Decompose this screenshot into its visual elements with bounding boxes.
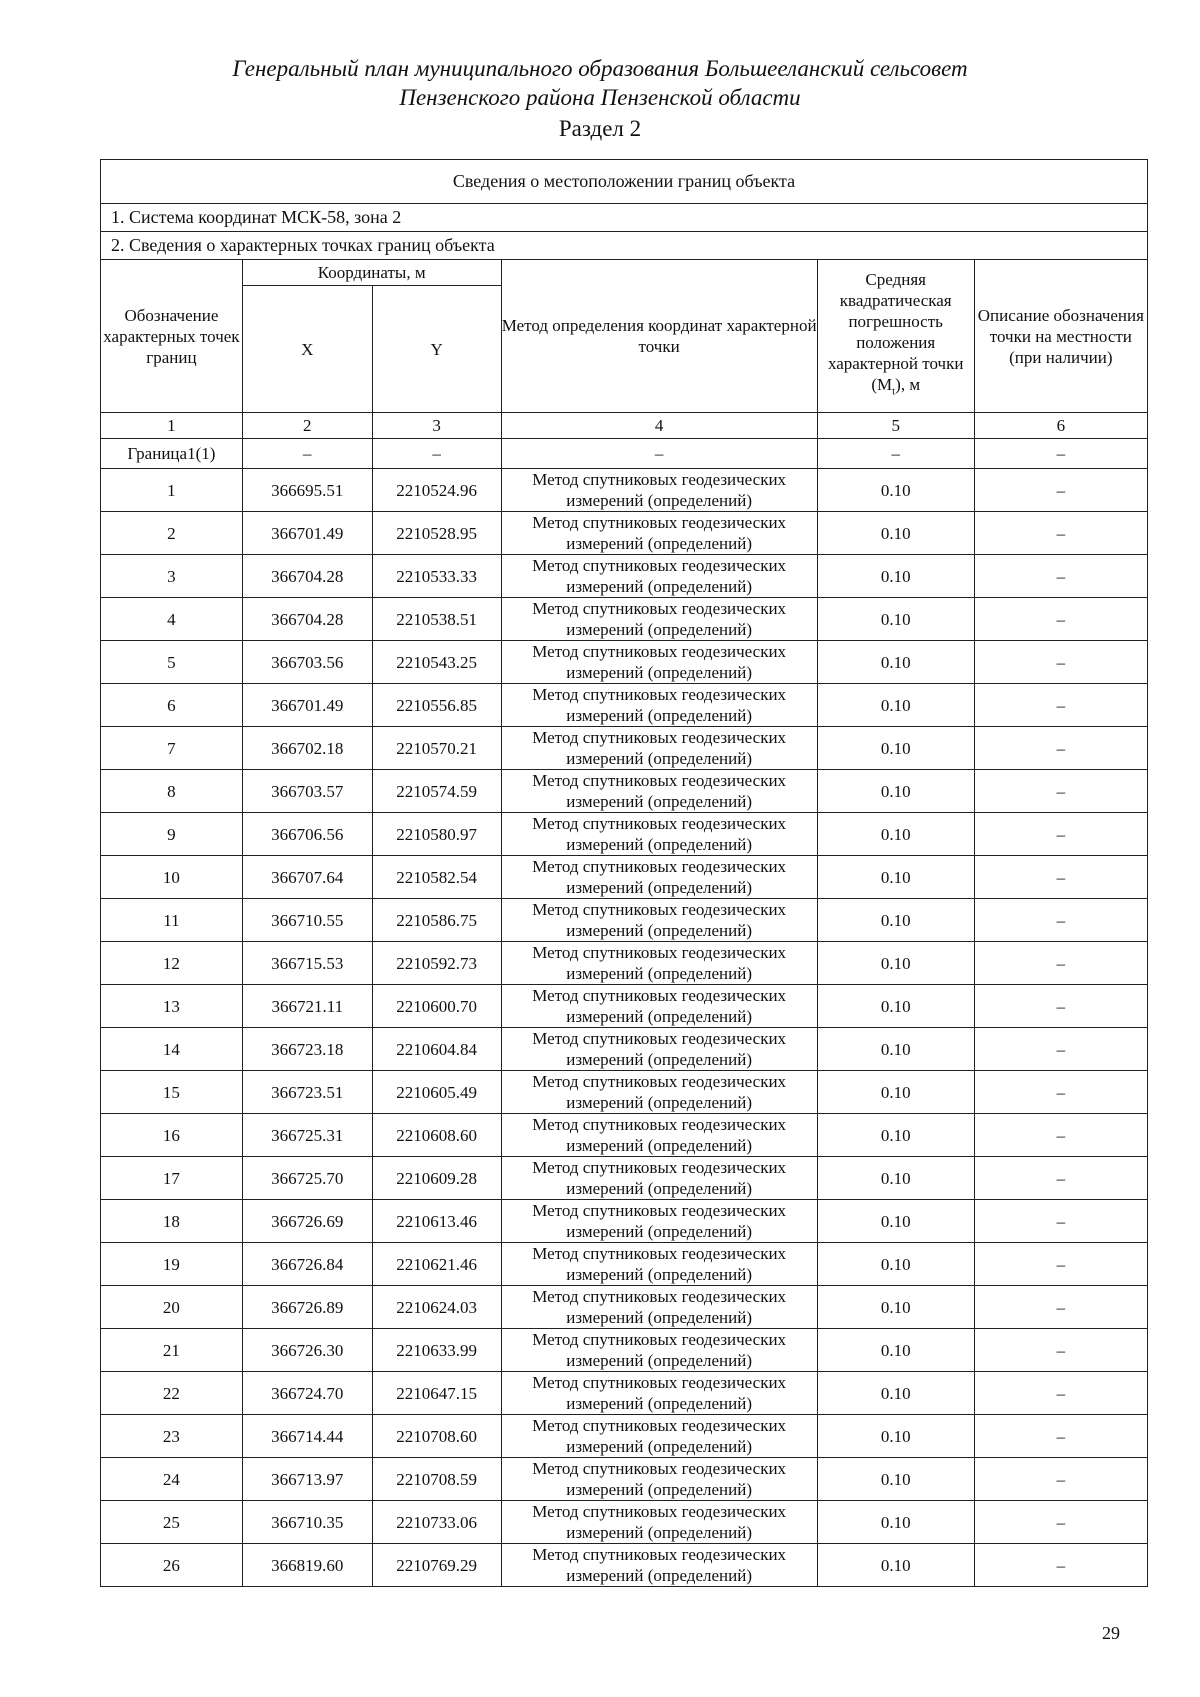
error-cell: 0.10: [817, 684, 974, 727]
coordinate-x: 366707.64: [242, 856, 372, 899]
table-row: [101, 1458, 1148, 1501]
point-number: 10: [101, 856, 243, 899]
coordinate-y: 2210647.15: [372, 1372, 501, 1415]
description-cell: –: [974, 1200, 1147, 1243]
description-cell: –: [974, 1157, 1147, 1200]
description-cell: –: [974, 1071, 1147, 1114]
error-cell: 0.10: [817, 985, 974, 1028]
header-designation: Обозначение характерных точек границ: [101, 260, 243, 413]
coordinate-y: 2210733.06: [372, 1501, 501, 1544]
error-cell: 0.10: [817, 1157, 974, 1200]
method-cell: Метод спутниковых геодезических измерений (определений): [501, 1114, 817, 1157]
coordinate-x: 366726.89: [242, 1286, 372, 1329]
coordinate-x: 366695.51: [242, 469, 372, 512]
header-x: X: [242, 286, 372, 413]
coordinate-x: 366725.31: [242, 1114, 372, 1157]
coordinate-system: 1. Система координат МСК-58, зона 2: [101, 204, 1148, 232]
column-number: 1: [101, 413, 243, 439]
point-number: 13: [101, 985, 243, 1028]
header-y: Y: [372, 286, 501, 413]
error-cell: 0.10: [817, 1243, 974, 1286]
coordinate-y: 2210613.46: [372, 1200, 501, 1243]
point-number: 17: [101, 1157, 243, 1200]
coordinate-y: 2210582.54: [372, 856, 501, 899]
description-cell: –: [974, 555, 1147, 598]
section-title: Раздел 2: [558, 116, 642, 141]
coordinate-x: 366726.84: [242, 1243, 372, 1286]
header-description: Описание обозначения точки на местности (при наличии): [974, 260, 1147, 413]
header-coordinates: Координаты, м: [242, 260, 501, 286]
method-cell: Метод спутниковых геодезических измерений (определений): [501, 1071, 817, 1114]
description-cell: –: [974, 598, 1147, 641]
column-number: 6: [974, 413, 1147, 439]
description-cell: –: [974, 1501, 1147, 1544]
point-number: 21: [101, 1329, 243, 1372]
table-row: [101, 985, 1148, 1028]
point-number: 7: [101, 727, 243, 770]
point-number: 20: [101, 1286, 243, 1329]
method-cell: Метод спутниковых геодезических измерений (определений): [501, 856, 817, 899]
method-cell: Метод спутниковых геодезических измерений (определений): [501, 1243, 817, 1286]
method-cell: Метод спутниковых геодезических измерений (определений): [501, 770, 817, 813]
header-method: Метод определения координат характерной точки: [501, 260, 817, 413]
method-cell: Метод спутниковых геодезических измерений (определений): [501, 985, 817, 1028]
description-cell: –: [974, 770, 1147, 813]
coordinate-y: 2210600.70: [372, 985, 501, 1028]
description-cell: –: [974, 512, 1147, 555]
coordinate-y: 2210609.28: [372, 1157, 501, 1200]
description-cell: –: [974, 856, 1147, 899]
table-row: [101, 942, 1148, 985]
description-cell: –: [974, 1114, 1147, 1157]
method-cell: Метод спутниковых геодезических измерений (определений): [501, 1415, 817, 1458]
method-cell: Метод спутниковых геодезических измерений (определений): [501, 555, 817, 598]
error-cell: 0.10: [817, 555, 974, 598]
method-cell: Метод спутниковых геодезических измерений (определений): [501, 1458, 817, 1501]
table-row: [101, 1329, 1148, 1372]
boundary-points-table: [100, 159, 1148, 1587]
method-cell: Метод спутниковых геодезических измерений (определений): [501, 1372, 817, 1415]
description-cell: –: [974, 899, 1147, 942]
coordinate-x: 366703.56: [242, 641, 372, 684]
point-number: 24: [101, 1458, 243, 1501]
point-number: 22: [101, 1372, 243, 1415]
table-row: [101, 598, 1148, 641]
point-number: 15: [101, 1071, 243, 1114]
method-cell: Метод спутниковых геодезических измерений (определений): [501, 1544, 817, 1587]
header-error: Средняя квадратическая погрешность положения характерной точки $(M_t)$, м: [817, 260, 974, 413]
table-row: [101, 899, 1148, 942]
error-cell: 0.10: [817, 1071, 974, 1114]
method-cell: Метод спутниковых геодезических измерений (определений): [501, 899, 817, 942]
method-cell: Метод спутниковых геодезических измерений (определений): [501, 684, 817, 727]
method-cell: Метод спутниковых геодезических измерений (определений): [501, 813, 817, 856]
coordinate-y: 2210624.03: [372, 1286, 501, 1329]
method-cell: Метод спутниковых геодезических измерений (определений): [501, 1028, 817, 1071]
method-cell: Метод спутниковых геодезических измерений (определений): [501, 598, 817, 641]
point-number: 11: [101, 899, 243, 942]
coordinate-y: 2210592.73: [372, 942, 501, 985]
description-cell: –: [974, 1028, 1147, 1071]
error-cell: 0.10: [817, 469, 974, 512]
error-cell: 0.10: [817, 1458, 974, 1501]
method-cell: Метод спутниковых геодезических измерений (определений): [501, 512, 817, 555]
description-cell: –: [974, 1372, 1147, 1415]
coordinate-x: 366714.44: [242, 1415, 372, 1458]
error-cell: 0.10: [817, 856, 974, 899]
error-cell: 0.10: [817, 641, 974, 684]
description-cell: –: [974, 813, 1147, 856]
table-row: [101, 1372, 1148, 1415]
coordinate-x: 366704.28: [242, 555, 372, 598]
coordinate-x: 366723.51: [242, 1071, 372, 1114]
coordinate-y: 2210708.60: [372, 1415, 501, 1458]
column-number: 2: [242, 413, 372, 439]
error-cell: 0.10: [817, 1501, 974, 1544]
table-row: [101, 1415, 1148, 1458]
column-number: 3: [372, 413, 501, 439]
description-cell: –: [974, 942, 1147, 985]
point-number: 16: [101, 1114, 243, 1157]
error-cell: 0.10: [817, 598, 974, 641]
coordinate-x: 366710.35: [242, 1501, 372, 1544]
point-number: 5: [101, 641, 243, 684]
table-row: [101, 1028, 1148, 1071]
coordinate-y: 2210524.96: [372, 469, 501, 512]
method-cell: Метод спутниковых геодезических измерений (определений): [501, 1200, 817, 1243]
coordinate-x: 366721.11: [242, 985, 372, 1028]
point-number: 23: [101, 1415, 243, 1458]
method-cell: Метод спутниковых геодезических измерений (определений): [501, 1501, 817, 1544]
point-number: 1: [101, 469, 243, 512]
point-number: 12: [101, 942, 243, 985]
table-row: [101, 770, 1148, 813]
table-row: [101, 1544, 1148, 1587]
point-number: 3: [101, 555, 243, 598]
method-cell: Метод спутниковых геодезических измерений (определений): [501, 469, 817, 512]
error-cell: 0.10: [817, 1028, 974, 1071]
point-number: 2: [101, 512, 243, 555]
coordinate-x: 366704.28: [242, 598, 372, 641]
coordinate-y: 2210605.49: [372, 1071, 501, 1114]
description-cell: –: [974, 1415, 1147, 1458]
header-title-line-1: Генеральный план муниципального образования Большееланский сельсовет: [232, 56, 968, 81]
coordinate-x: 366715.53: [242, 942, 372, 985]
point-number: 8: [101, 770, 243, 813]
coordinate-x: 366725.70: [242, 1157, 372, 1200]
description-cell: –: [974, 1458, 1147, 1501]
coordinate-y: 2210574.59: [372, 770, 501, 813]
coordinate-x: 366713.97: [242, 1458, 372, 1501]
error-cell: 0.10: [817, 1200, 974, 1243]
error-cell: 0.10: [817, 727, 974, 770]
coordinate-y: 2210570.21: [372, 727, 501, 770]
coordinate-x: 366726.69: [242, 1200, 372, 1243]
method-cell: Метод спутниковых геодезических измерений (определений): [501, 1286, 817, 1329]
point-number: 6: [101, 684, 243, 727]
method-cell: Метод спутниковых геодезических измерений (определений): [501, 1157, 817, 1200]
table-cell: –: [242, 439, 372, 469]
coordinate-x: 366702.18: [242, 727, 372, 770]
coordinate-x: 366724.70: [242, 1372, 372, 1415]
table-row: [101, 1114, 1148, 1157]
description-cell: –: [974, 985, 1147, 1028]
page-number: 29: [1102, 1623, 1120, 1643]
table-row: [101, 727, 1148, 770]
coordinate-y: 2210533.33: [372, 555, 501, 598]
error-cell: 0.10: [817, 1544, 974, 1587]
coordinate-y: 2210708.59: [372, 1458, 501, 1501]
error-cell: 0.10: [817, 813, 974, 856]
error-cell: 0.10: [817, 1114, 974, 1157]
table-row: [101, 1286, 1148, 1329]
table-row: [101, 1071, 1148, 1114]
column-number: 5: [817, 413, 974, 439]
coordinate-x: 366710.55: [242, 899, 372, 942]
coordinate-x: 366701.49: [242, 684, 372, 727]
description-cell: –: [974, 1243, 1147, 1286]
coordinate-y: 2210538.51: [372, 598, 501, 641]
error-cell: 0.10: [817, 1415, 974, 1458]
description-cell: –: [974, 641, 1147, 684]
coordinate-y: 2210633.99: [372, 1329, 501, 1372]
point-number: 9: [101, 813, 243, 856]
coordinate-x: 366723.18: [242, 1028, 372, 1071]
coordinate-x: 366726.30: [242, 1329, 372, 1372]
error-cell: 0.10: [817, 1372, 974, 1415]
method-cell: Метод спутниковых геодезических измерений (определений): [501, 727, 817, 770]
coordinate-x: 366701.49: [242, 512, 372, 555]
point-number: 4: [101, 598, 243, 641]
table-row: [101, 555, 1148, 598]
header-title-line-2: Пензенского района Пензенской области: [399, 85, 801, 110]
table-cell: –: [501, 439, 817, 469]
coordinate-y: 2210528.95: [372, 512, 501, 555]
error-cell: 0.10: [817, 899, 974, 942]
table-cell: –: [372, 439, 501, 469]
table-row: [101, 813, 1148, 856]
coordinate-y: 2210543.25: [372, 641, 501, 684]
table-row: [101, 641, 1148, 684]
error-cell: 0.10: [817, 1329, 974, 1372]
error-cell: 0.10: [817, 512, 974, 555]
boundary-name: Граница1(1): [101, 439, 243, 469]
coordinate-y: 2210608.60: [372, 1114, 501, 1157]
point-number: 26: [101, 1544, 243, 1587]
error-cell: 0.10: [817, 942, 974, 985]
table-title: Сведения о местоположении границ объекта: [101, 160, 1148, 204]
table-row: [101, 856, 1148, 899]
points-heading: 2. Сведения о характерных точках границ объекта: [101, 232, 1148, 260]
column-number: 4: [501, 413, 817, 439]
point-number: 18: [101, 1200, 243, 1243]
description-cell: –: [974, 727, 1147, 770]
table-cell: –: [817, 439, 974, 469]
table-cell: –: [974, 439, 1147, 469]
table-row: [101, 1501, 1148, 1544]
description-cell: –: [974, 1329, 1147, 1372]
table-row: [101, 469, 1148, 512]
description-cell: –: [974, 1544, 1147, 1587]
error-cell: 0.10: [817, 770, 974, 813]
point-number: 14: [101, 1028, 243, 1071]
coordinate-y: 2210556.85: [372, 684, 501, 727]
coordinate-x: 366706.56: [242, 813, 372, 856]
description-cell: –: [974, 684, 1147, 727]
coordinate-x: 366819.60: [242, 1544, 372, 1587]
method-cell: Метод спутниковых геодезических измерений (определений): [501, 1329, 817, 1372]
coordinate-y: 2210621.46: [372, 1243, 501, 1286]
coordinate-x: 366703.57: [242, 770, 372, 813]
method-cell: Метод спутниковых геодезических измерений (определений): [501, 641, 817, 684]
point-number: 25: [101, 1501, 243, 1544]
coordinate-y: 2210586.75: [372, 899, 501, 942]
table-row: [101, 1243, 1148, 1286]
coordinate-y: 2210604.84: [372, 1028, 501, 1071]
method-cell: Метод спутниковых геодезических измерений (определений): [501, 942, 817, 985]
description-cell: –: [974, 469, 1147, 512]
coordinate-y: 2210580.97: [372, 813, 501, 856]
table-row: [101, 1157, 1148, 1200]
table-row: [101, 512, 1148, 555]
description-cell: –: [974, 1286, 1147, 1329]
document-header: [0, 54, 1200, 144]
coordinate-y: 2210769.29: [372, 1544, 501, 1587]
point-number: 19: [101, 1243, 243, 1286]
table-row: [101, 1200, 1148, 1243]
error-cell: 0.10: [817, 1286, 974, 1329]
boundary-row: [101, 439, 1148, 469]
table-row: [101, 684, 1148, 727]
